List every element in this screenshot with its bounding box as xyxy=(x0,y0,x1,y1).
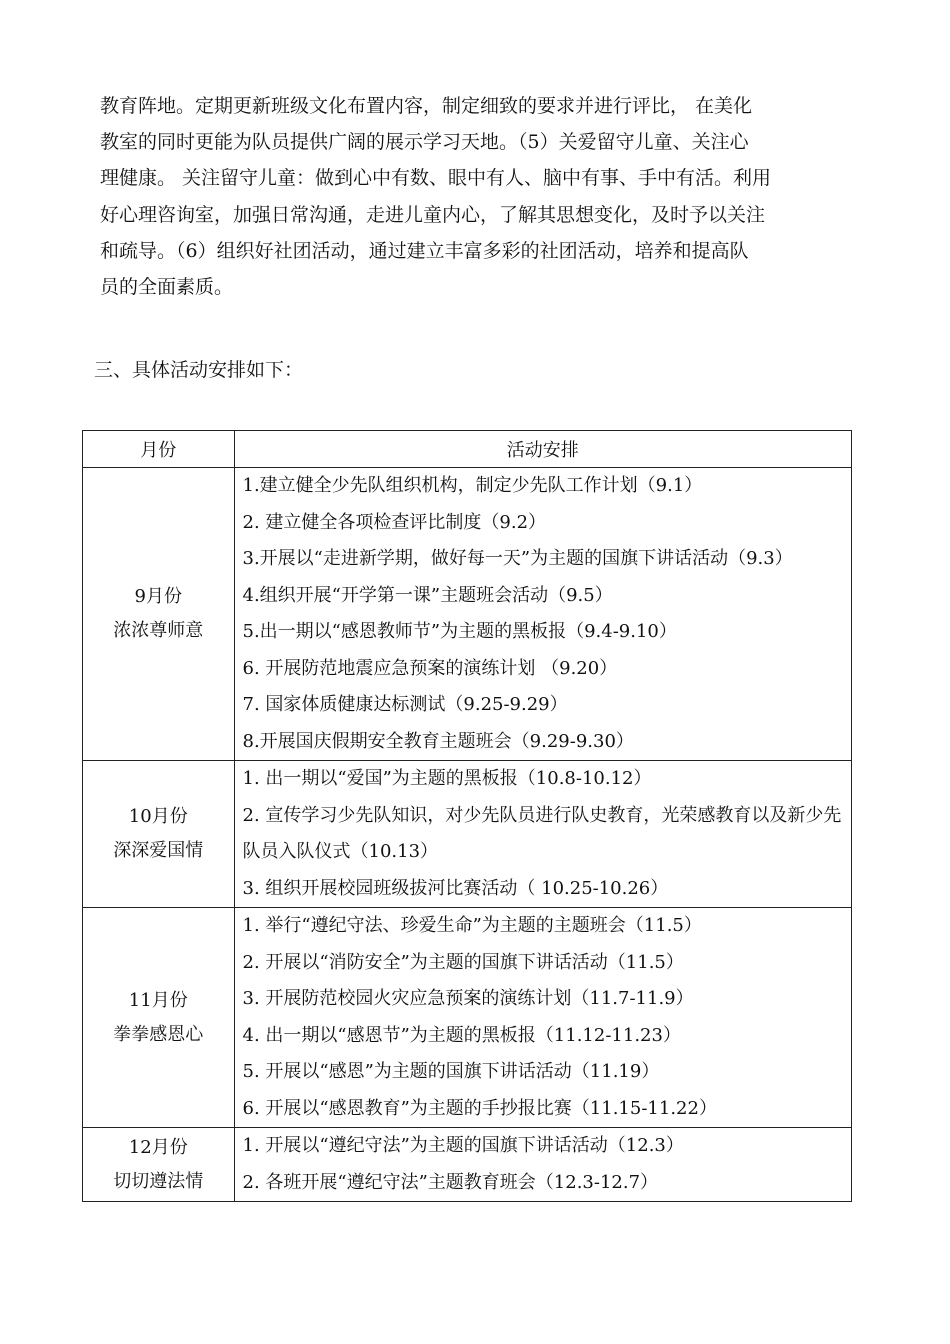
month-label: 9月份 xyxy=(134,586,182,607)
activity-item: 4.组织开展“开学第一课”主题班会活动（9.5） xyxy=(242,584,613,606)
header-month: 月份 xyxy=(83,431,235,468)
table-row xyxy=(83,1128,852,1202)
month-theme: 深深爱国情 xyxy=(113,840,204,861)
activity-item: 3. 组织开展校园班级拔河比赛活动（ 10.25-10.26） xyxy=(242,877,669,899)
intro-line: 和疏导。（6）组织好社团活动，通过建立丰富多彩的社团活动，培养和提高队 xyxy=(100,239,749,262)
section-heading: 三、具体活动安排如下： xyxy=(94,359,304,381)
activities-cell xyxy=(234,468,852,761)
intro-paragraph xyxy=(100,88,862,305)
intro-line: 好心理咨询室，加强日常沟通，走进儿童内心，了解其思想变化，及时予以关注 xyxy=(100,203,766,226)
activity-item: 3.开展以“走进新学期，做好每一天”为主题的国旗下讲话活动（9.3） xyxy=(242,548,793,569)
activity-item: 3. 开展防范校园火灾应急预案的演练计划（11.7-11.9） xyxy=(242,988,694,1009)
month-label: 11月份 xyxy=(128,989,188,1011)
table-row xyxy=(83,761,852,908)
activity-item: 8.开展国庆假期安全教育主题班会（9.29-9.30） xyxy=(242,730,634,752)
activity-item: 1. 出一期以“爱国”为主题的黑板报（10.8-10.12） xyxy=(242,768,652,789)
activities-cell xyxy=(234,1128,852,1202)
month-cell xyxy=(83,761,235,908)
activity-item: 1. 开展以“遵纪守法”为主题的国旗下讲话活动（12.3） xyxy=(242,1135,684,1156)
month-theme: 浓浓尊师意 xyxy=(113,620,204,641)
activity-item: 6. 开展以“感恩教育”为主题的手抄报比赛（11.15-11.22） xyxy=(242,1097,717,1119)
activity-schedule-table xyxy=(82,430,852,1202)
month-label: 10月份 xyxy=(128,806,188,827)
activity-item: 7. 国家体质健康达标测试（9.25-9.29） xyxy=(242,694,568,715)
activity-item: 2. 建立健全各项检查评比制度（9.2） xyxy=(242,511,547,533)
activity-item: 2. 开展以“消防安全”为主题的国旗下讲话活动（11.5） xyxy=(242,951,684,973)
month-cell xyxy=(83,468,235,761)
month-theme: 切切遵法情 xyxy=(113,1170,204,1192)
activity-item: 4. 出一期以“感恩节”为主题的黑板报（11.12-11.23） xyxy=(242,1024,681,1046)
table-row xyxy=(83,908,852,1128)
activity-item: 5.出一期以“感恩教师节”为主题的黑板报（9.4-9.10） xyxy=(242,621,677,642)
activities-cell xyxy=(234,761,852,908)
header-activities: 活动安排 xyxy=(234,431,852,468)
activity-item: 2. 各班开展“遵纪守法”主题教育班会（12.3-12.7） xyxy=(242,1171,659,1193)
table-row xyxy=(83,468,852,761)
activity-item: 5. 开展以“感恩”为主题的国旗下讲话活动（11.19） xyxy=(242,1061,660,1082)
intro-line: 教室的同时更能为队员提供广阔的展示学习天地。（5）关爱留守儿童、关注心 xyxy=(100,131,749,154)
activities-cell xyxy=(234,908,852,1128)
intro-line: 员的全面素质。 xyxy=(100,276,234,299)
activity-item: 6. 开展防范地震应急预案的演练计划 （9.20） xyxy=(242,657,618,679)
activity-item: 1. 举行“遵纪守法、珍爱生命”为主题的主题班会（11.5） xyxy=(242,915,702,936)
month-cell xyxy=(83,1128,235,1202)
intro-line: 教育阵地。定期更新班级文化布置内容，制定细致的要求并进行评比， 在美化 xyxy=(100,95,753,117)
intro-line: 理健康。 关注留守儿童：做到心中有数、眼中有人、脑中有事、手中有活。利用 xyxy=(100,167,772,190)
month-theme: 拳拳感恩心 xyxy=(113,1023,204,1045)
month-label: 12月份 xyxy=(128,1136,188,1158)
activity-item: 2. 宣传学习少先队知识，对少先队员进行队史教育，光荣感教育以及新少先队员入队仪式（10.13） xyxy=(242,804,842,862)
table-header-row xyxy=(83,431,852,468)
month-cell xyxy=(83,908,235,1128)
activity-item: 1.建立健全少先队组织机构，制定少先队工作计划（9.1） xyxy=(242,475,703,496)
